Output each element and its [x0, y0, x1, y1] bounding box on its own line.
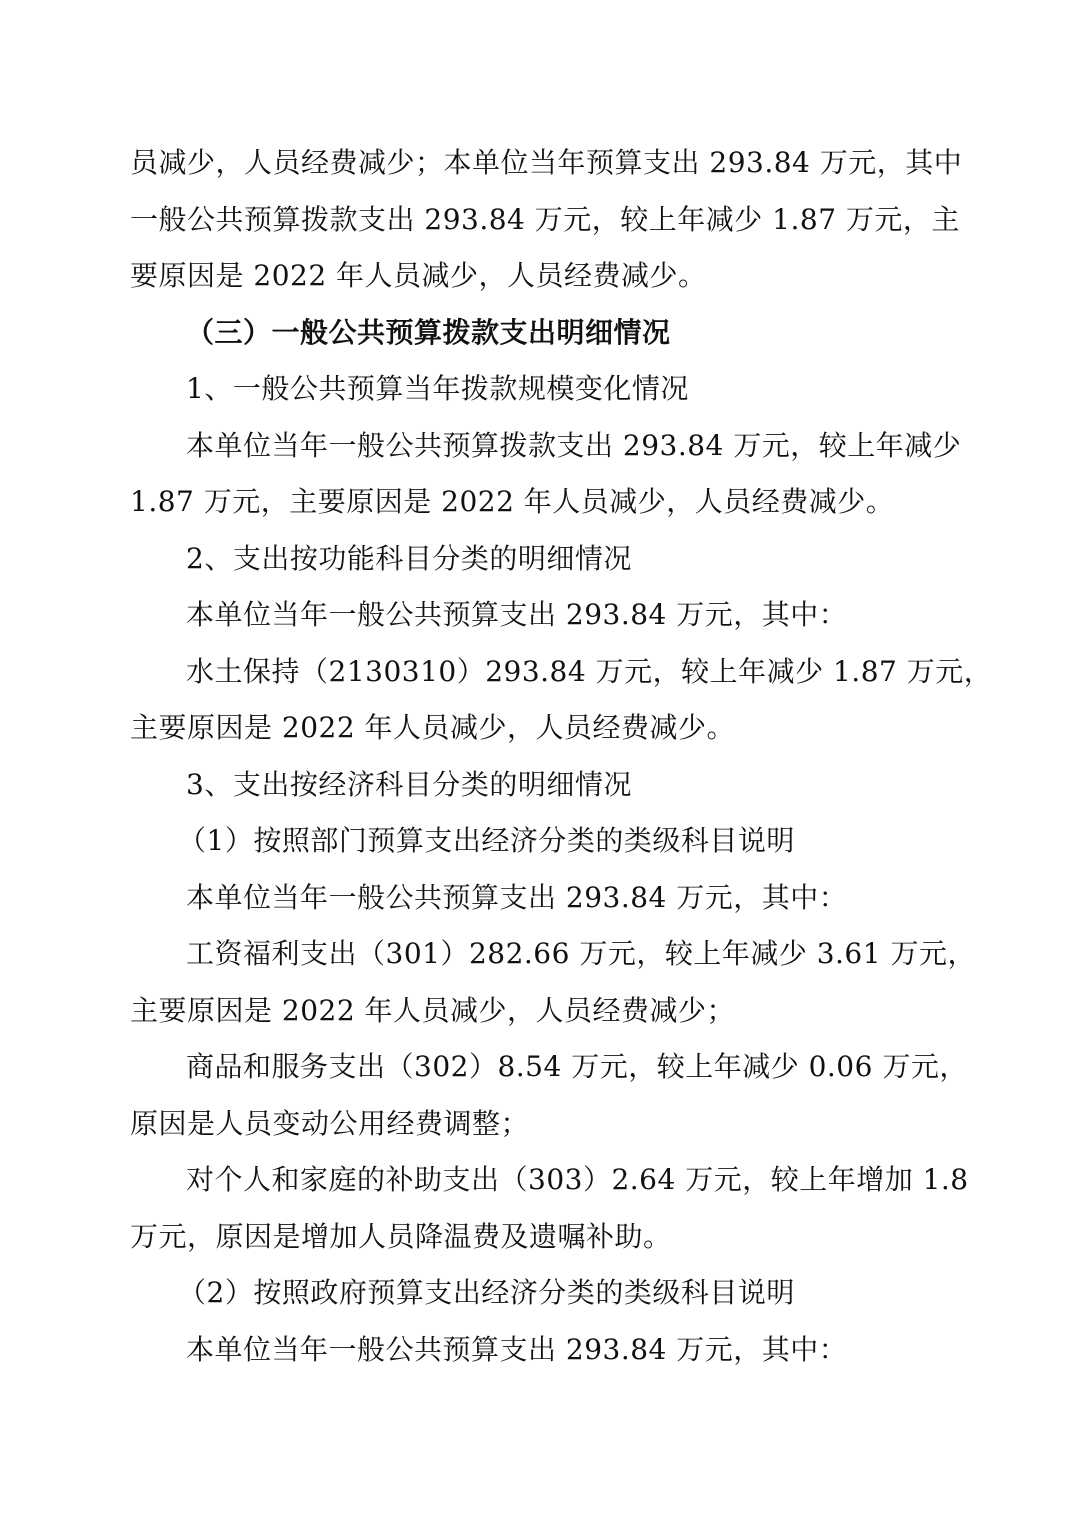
- paragraph-line: 一般公共预算拨款支出 293.84 万元，较上年减少 1.87 万元，主: [130, 203, 960, 236]
- subsection-heading: 1、一般公共预算当年拨款规模变化情况: [186, 372, 689, 405]
- paragraph-line: 本单位当年一般公共预算支出 293.84 万元，其中：: [186, 1333, 848, 1366]
- sub-subsection-heading: （2）按照政府预算支出经济分类的类级科目说明: [178, 1276, 795, 1309]
- subsection-heading: 3、支出按经济科目分类的明细情况: [186, 768, 632, 801]
- paragraph-line: 商品和服务支出（302）8.54 万元，较上年减少 0.06 万元，: [186, 1050, 968, 1083]
- subsection-heading: 2、支出按功能科目分类的明细情况: [186, 542, 632, 575]
- paragraph-line: 要原因是 2022 年人员减少，人员经费减少。: [130, 259, 707, 292]
- section-heading: （三）一般公共预算拨款支出明细情况: [186, 316, 671, 349]
- paragraph-line: 主要原因是 2022 年人员减少，人员经费减少；: [130, 994, 736, 1027]
- paragraph-line: 1.87 万元，主要原因是 2022 年人员减少，人员经费减少。: [130, 485, 895, 518]
- paragraph-line: 万元，原因是增加人员降温费及遗嘱补助。: [130, 1220, 672, 1253]
- paragraph-line: 本单位当年一般公共预算支出 293.84 万元，其中：: [186, 598, 848, 631]
- paragraph-line: 员减少，人员经费减少；本单位当年预算支出 293.84 万元，其中: [130, 146, 963, 179]
- paragraph-line: 水土保持（2130310）293.84 万元，较上年减少 1.87 万元，: [186, 655, 993, 688]
- paragraph-line: 原因是人员变动公用经费调整；: [130, 1107, 530, 1140]
- paragraph-line: 本单位当年一般公共预算拨款支出 293.84 万元，较上年减少: [186, 429, 962, 462]
- paragraph-line: 工资福利支出（301）282.66 万元，较上年减少 3.61 万元，: [186, 937, 976, 970]
- sub-subsection-heading: （1）按照部门预算支出经济分类的类级科目说明: [178, 824, 795, 857]
- paragraph-line: 主要原因是 2022 年人员减少，人员经费减少。: [130, 711, 736, 744]
- paragraph-line: 对个人和家庭的补助支出（303）2.64 万元，较上年增加 1.8: [186, 1163, 969, 1196]
- paragraph-line: 本单位当年一般公共预算支出 293.84 万元，其中：: [186, 881, 848, 914]
